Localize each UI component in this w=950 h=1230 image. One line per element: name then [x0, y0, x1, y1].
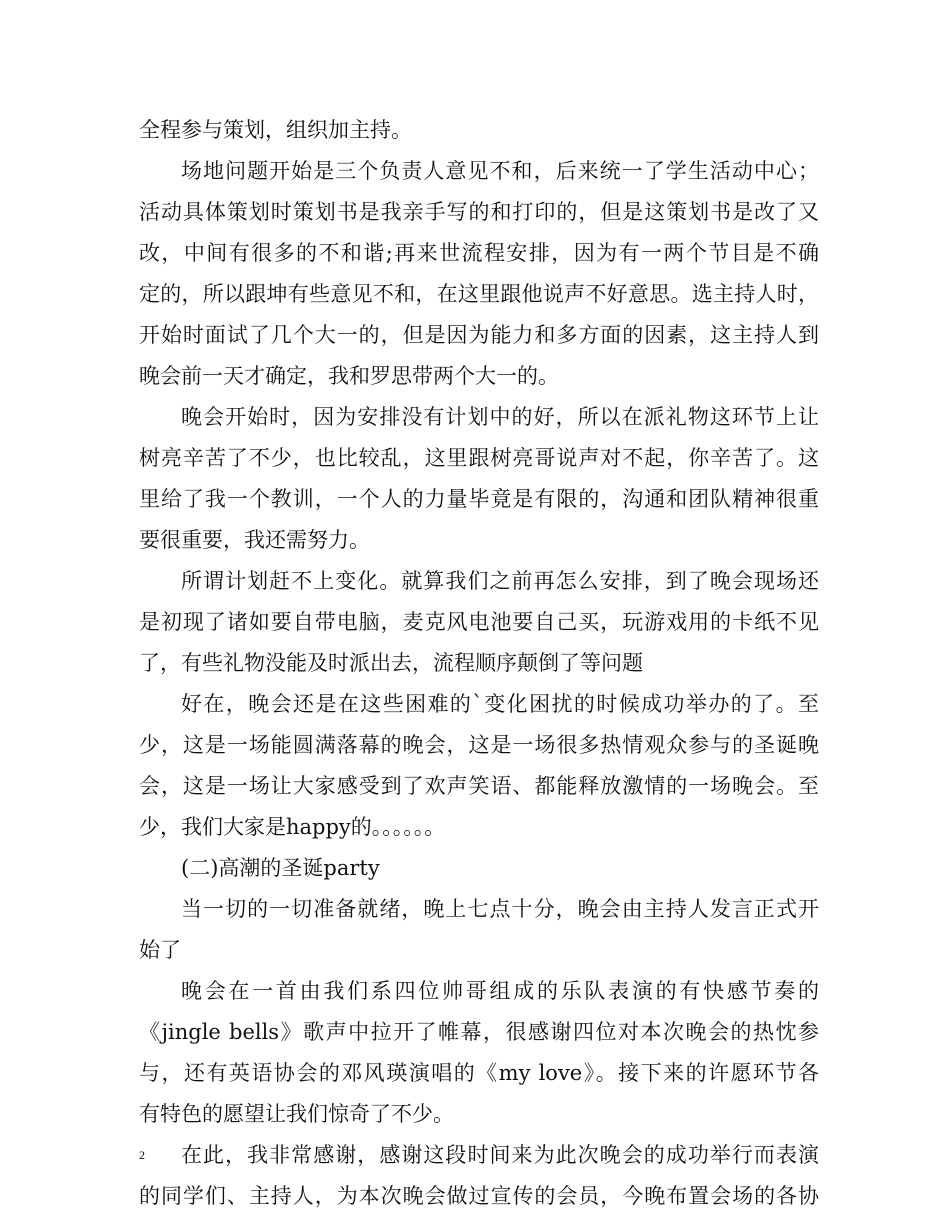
text-line: 好在，晚会还是在这些困难的`变化困扰的时候成功举办的了。至 [181, 692, 819, 716]
text-line: 《jingle bells》歌声中拉开了帷幕，很感谢四位对本次晚会的热忱参 [139, 1020, 819, 1044]
document-body [139, 110, 819, 1217]
text-line: 始了 [139, 938, 181, 962]
text-line: 当一切的一切准备就绪，晚上七点十分，晚会由主持人发言正式开 [181, 897, 819, 921]
text-line: 活动具体策划时策划书是我亲手写的和打印的，但是这策划书是改了又 [139, 200, 819, 224]
page-number: 2 [139, 1148, 145, 1162]
text-line: 在此，我非常感谢，感谢这段时间来为此次晚会的成功举行而表演 [181, 1143, 819, 1167]
text-line: 会，这是一场让大家感受到了欢声笑语、都能释放激情的一场晚会。至 [139, 774, 819, 798]
text-line: 晚会在一首由我们系四位帅哥组成的乐队表演的有快感节奏的 [181, 979, 819, 1003]
text-line: 树亮辛苦了不少，也比较乱，这里跟树亮哥说声对不起，你辛苦了。这 [139, 446, 819, 470]
text-line: (二)高潮的圣诞party [181, 856, 380, 880]
text-line: 要很重要，我还需努力。 [139, 528, 370, 552]
text-line: 少，这是一场能圆满落幕的晚会，这是一场很多热情观众参与的圣诞晚 [139, 733, 819, 757]
text-line: 里给了我一个教训，一个人的力量毕竟是有限的，沟通和团队精神很重 [139, 487, 819, 511]
text-line: 晚会开始时，因为安排没有计划中的好，所以在派礼物这环节上让 [181, 405, 819, 429]
text-line: 了，有些礼物没能及时派出去，流程顺序颠倒了等问题 [139, 651, 643, 675]
text-line: 定的，所以跟坤有些意见不和，在这里跟他说声不好意思。选主持人时， [139, 282, 819, 306]
text-line: 场地问题开始是三个负责人意见不和，后来统一了学生活动中心； [181, 159, 819, 183]
text-line: 晚会前一天才确定，我和罗思带两个大一的。 [139, 364, 559, 388]
text-line: 的同学们、主持人，为本次晚会做过宣传的会员，今晚布置会场的各协 [139, 1184, 819, 1208]
text-line: 所谓计划赶不上变化。就算我们之前再怎么安排，到了晚会现场还 [181, 569, 819, 593]
text-line: 与，还有英语协会的邓风瑛演唱的《my love》。接下来的许愿环节各 [139, 1061, 819, 1085]
text-line: 开始时面试了几个大一的，但是因为能力和多方面的因素，这主持人到 [139, 323, 819, 347]
text-line: 改，中间有很多的不和谐;再来世流程安排，因为有一两个节目是不确 [139, 241, 819, 265]
text-line: 是初现了诸如要自带电脑，麦克风电池要自己买，玩游戏用的卡纸不见 [139, 610, 819, 634]
text-line: 全程参与策划，组织加主持。 [139, 118, 412, 142]
text-line: 有特色的愿望让我们惊奇了不少。 [139, 1102, 454, 1126]
text-line: 少，我们大家是happy的。。。。。。 [139, 815, 446, 839]
